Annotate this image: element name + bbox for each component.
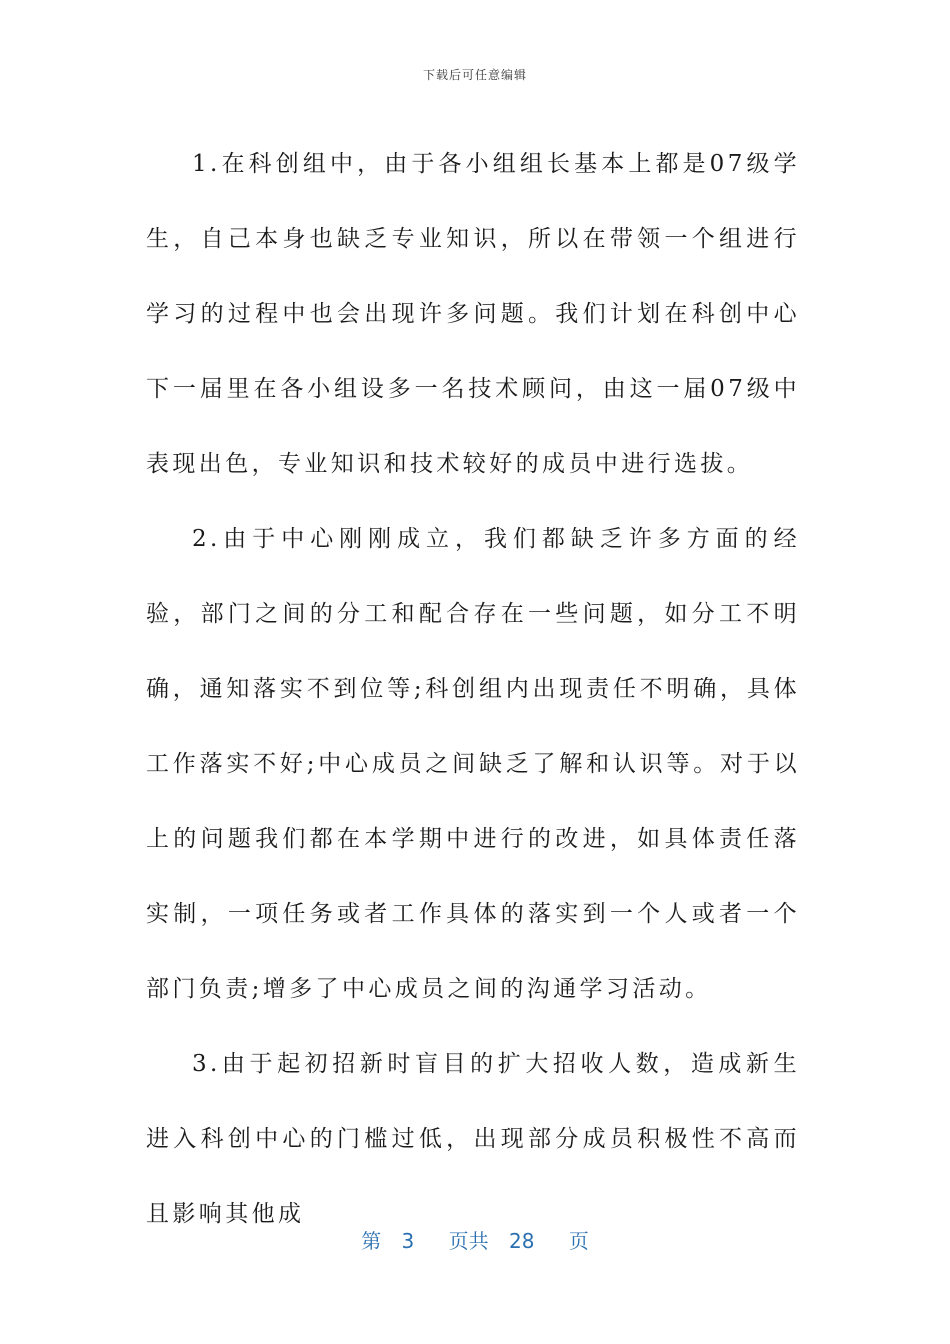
footer-prefix: 第 <box>361 1229 382 1253</box>
footer-total-pages: 28 <box>509 1229 535 1253</box>
footer-suffix: 页 <box>568 1229 589 1253</box>
paragraph-3: 3.由于起初招新时盲目的扩大招收人数，造成新生进入科创中心的门槛过低，出现部分成员积极性不高而且影响其他成 <box>146 1051 800 1227</box>
page-footer <box>0 1225 950 1254</box>
paragraph-1: 1.在科创组中，由于各小组组长基本上都是07级学生，自己本身也缺乏专业知识，所以在带领一个组进行学习的过程中也会出现许多问题。我们计划在科创中心下一届里在各小组设多一名技术顾问，由这一届07级中表现出色，专业知识和技术较好的成员中进行选拔。 <box>146 151 800 477</box>
page-header-note: 下载后可任意编辑 <box>422 68 527 82</box>
footer-current-page: 3 <box>401 1229 415 1253</box>
footer-middle: 页共 <box>448 1229 489 1253</box>
paragraph-2: 2.由于中心刚刚成立，我们都缺乏许多方面的经验，部门之间的分工和配合存在一些问题，如分工不明确，通知落实不到位等;科创组内出现责任不明确，具体工作落实不好;中心成员之间缺乏了解和认识等。对于以上的问题我们都在本学期中进行的改进，如具体责任落实制，一项任务或者工作具体的落实到一个人或者一个部门负责;增多了中心成员之间的沟通学习活动。 <box>146 526 800 1002</box>
document-body <box>146 127 800 1252</box>
